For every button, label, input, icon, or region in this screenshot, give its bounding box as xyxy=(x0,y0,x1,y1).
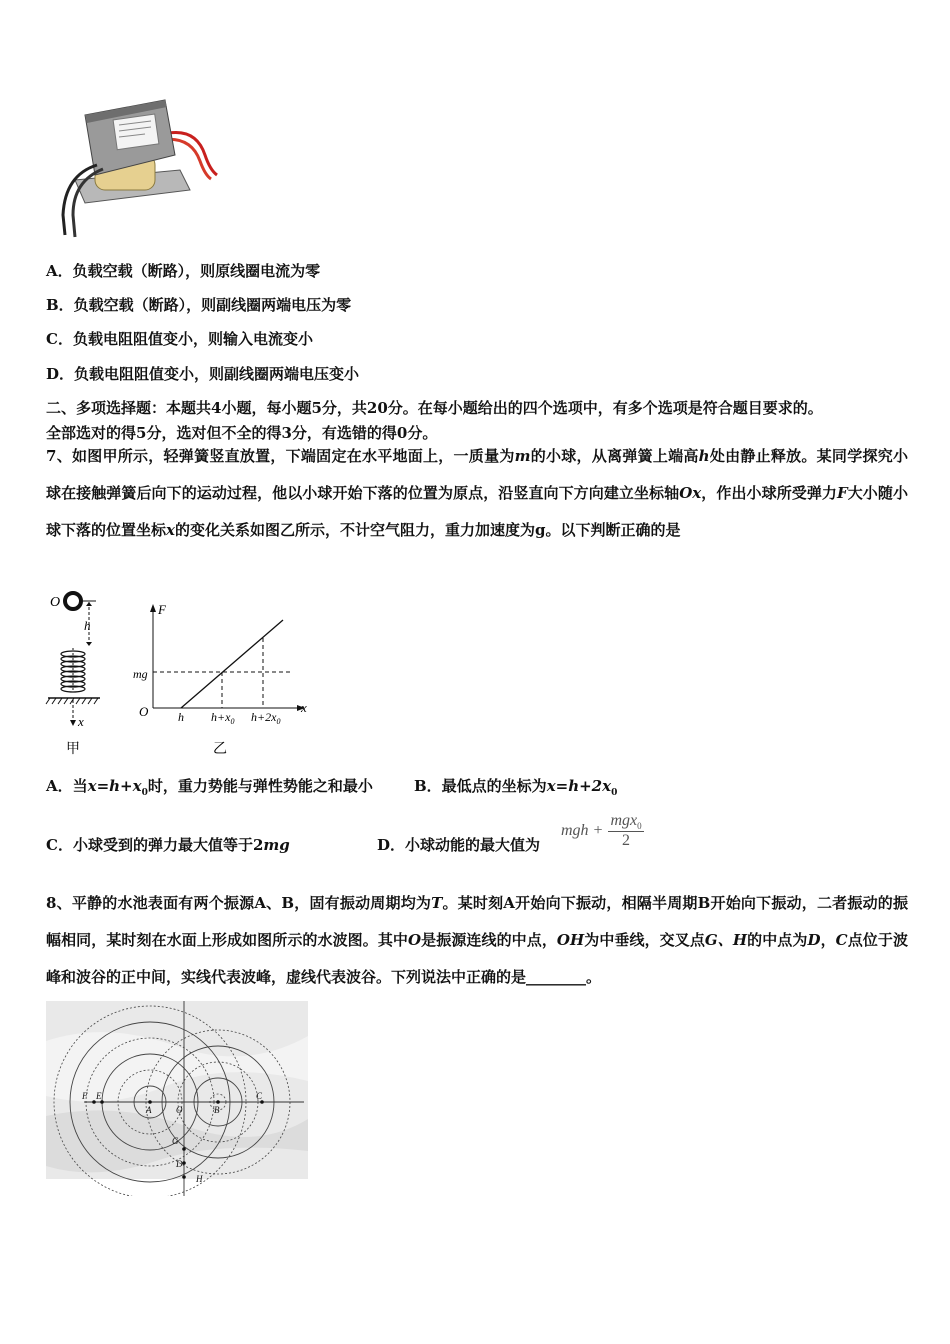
svg-text:B: B xyxy=(214,1105,220,1115)
svg-text:h+2x0: $h+2x_0$ xyxy=(251,710,281,726)
svg-text:O: O xyxy=(50,595,61,610)
svg-text:F: F xyxy=(158,602,166,617)
svg-text:h: h xyxy=(84,618,91,633)
transformer-photo xyxy=(55,95,225,240)
section-header-line1: 二、多项选择题：本题共4小题，每小题5分，共20分。在每小题给出的四个选项中，有多个选项是符合题目要求的。 xyxy=(46,399,823,417)
q6-option-d: D．负载电阻阻值变小，则副线圈两端电压变小 xyxy=(46,365,360,383)
svg-text:h: h xyxy=(178,710,184,724)
svg-text:h+x0: $h+x_0$ xyxy=(211,710,235,726)
figure-jia-spring xyxy=(40,588,110,763)
q7-option-d: D．小球动能的最大值为 xyxy=(377,836,541,854)
q6-option-a: A．负载空载（断路），则原线圈电流为零 xyxy=(46,262,321,280)
svg-text:O: O xyxy=(176,1105,183,1115)
svg-text:C: C xyxy=(256,1091,263,1101)
svg-text:乙: 乙 xyxy=(213,742,227,757)
svg-text:F: F xyxy=(82,1091,88,1101)
section-header-line2: 全部选对的得5分，选对但不全的得3分，有选错的得0分。 xyxy=(46,424,438,442)
svg-text:D: D xyxy=(176,1159,183,1169)
q6-option-c: C．负载电阻阻值变小，则输入电流变小 xyxy=(46,330,313,348)
svg-text:E: E xyxy=(96,1091,102,1101)
q8-stem: 8、平静的水池表面有两个振源A、B，固有振动周期均为T。某时刻A开始向下振动，相隔半周期B开始向下振动，二者振动的振幅相同，某时刻在水面上形成如图所示的水波图。其中O是振源连线的中点，OH为中垂线，交叉点G、H的中点为D，C点位于波峰和波谷的正中间，实线代表波峰，虚线代表波谷。下列说法中正确的是________。 xyxy=(46,894,908,986)
svg-text:甲: 甲 xyxy=(66,742,80,757)
svg-text:O: O xyxy=(139,704,149,719)
q6-option-b: B．负载空载（断路），则副线圈两端电压为零 xyxy=(46,296,352,314)
svg-text:G: G xyxy=(172,1136,179,1146)
q7-option-c: C．小球受到的弹力最大值等于2mg xyxy=(46,836,290,854)
q7-option-d-formula: mgh + $\frac{mgx_0}{2}$ xyxy=(561,812,642,850)
q7-stem: 7、如图甲所示，轻弹簧竖直放置，下端固定在水平地面上，一质量为m的小球，从离弹簧上端高h处由静止释放。某同学探究小球在接触弹簧后向下的运动过程，他以小球开始下落的位置为原点，沿竖直向下方向建立坐标轴Ox，作出小球所受弹力F大小随小球下落的位置坐标x的变化关系如图乙所示，不计空气阻力，重力加速度为g。以下判断正确的是 xyxy=(46,447,908,539)
svg-text:x: x xyxy=(301,700,307,715)
svg-text:H: H xyxy=(196,1174,203,1184)
figure-yi-graph xyxy=(125,598,320,763)
q7-option-a: A．当$x=h+x_0$时，重力势能与弹性势能之和最小 xyxy=(46,777,373,798)
svg-text:mg: mg xyxy=(133,667,148,681)
figure-water-waves xyxy=(46,1001,308,1196)
svg-text:x: x xyxy=(78,714,84,729)
svg-text:A: A xyxy=(146,1105,152,1115)
q7-option-b: B．最低点的坐标为$x=h+2x_0$ xyxy=(414,777,618,798)
